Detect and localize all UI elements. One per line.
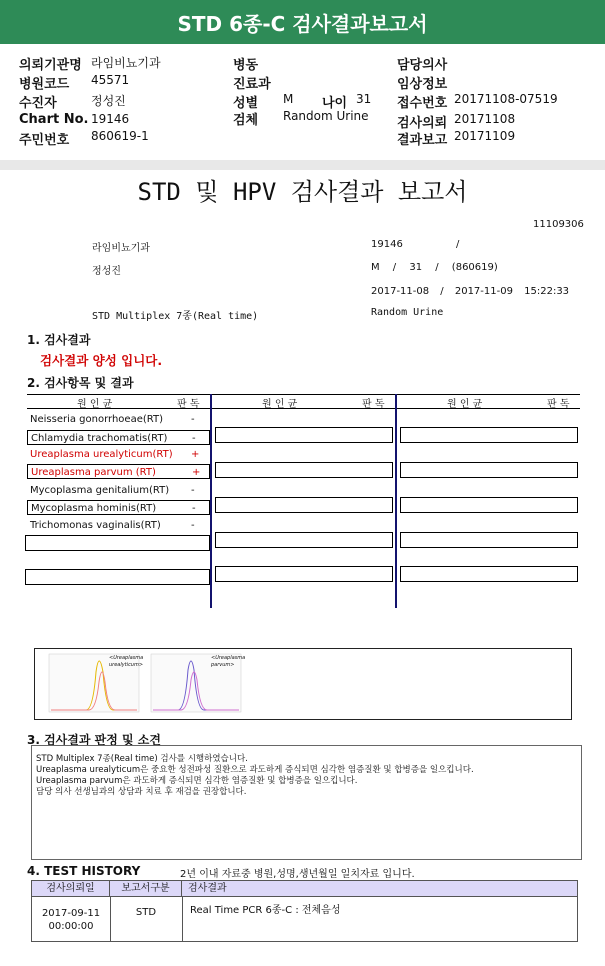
id-label: 주민번호 (19, 133, 70, 148)
request-label: 검사의뢰 (397, 116, 448, 131)
history-table (31, 880, 578, 942)
sex-value: M (283, 92, 294, 106)
col-name-label: 원 인 균 (262, 399, 298, 410)
report-specimen: Random Urine (371, 307, 444, 318)
col-name-label: 원 인 균 (447, 399, 483, 410)
specimen-value: Random Urine (283, 109, 369, 123)
report-dates: 2017-11-08 / 2017-11-09 15:22:33 (371, 286, 570, 297)
history-divider (110, 897, 111, 941)
specimen-label: 검체 (233, 113, 259, 128)
column-header-1 (27, 394, 210, 409)
hospital-code-value: 45571 (91, 73, 130, 87)
header-info (0, 46, 605, 158)
doctor-label: 담당의사 (397, 58, 448, 73)
age-value: 31 (356, 92, 372, 106)
empty-cell (400, 532, 578, 548)
age-label: 나이 (322, 96, 348, 111)
sex-label: 성별 (233, 96, 259, 111)
col-result-label: 판 독 (362, 399, 385, 410)
graph-right-label: <Ureaplasma parvum> (211, 655, 246, 668)
section-1-title: 1. 검사결과 (27, 333, 91, 347)
list-item: Neisseria gonorrhoeae(RT) - (30, 414, 195, 425)
report-title: STD 6종-C 검사결과보고서 (0, 0, 605, 44)
history-date: 2017-09-11 (41, 908, 101, 919)
receipt-value: 20171108-07519 (454, 92, 558, 106)
section-3-title: 3. 검사결과 판정 및 소견 (27, 733, 161, 747)
empty-cell (215, 532, 393, 548)
empty-cell (215, 462, 393, 478)
history-note: 2년 이내 자료중 병원,성명,생년월일 일치자료 입니다. (180, 869, 415, 880)
empty-cell (215, 427, 393, 443)
report-test: STD Multiplex 7종(Real time) (92, 311, 259, 322)
receipt-label: 접수번호 (397, 96, 448, 111)
dept-label: 진료과 (233, 77, 271, 92)
empty-cell (25, 535, 210, 551)
history-header-type: 보고서구분 (110, 881, 182, 897)
conclusion-line: Ureaplasma urealyticum은 중요한 성전파성 질환으로 과도하게 증식되면 심각한 염증질환 및 합병증을 일으킵니다. (36, 765, 474, 775)
report-date-label: 결과보고 (397, 133, 448, 148)
section-4-title: 4. TEST HISTORY (27, 864, 141, 878)
institution-value: 라임비뇨기과 (91, 56, 161, 70)
table-row (32, 907, 110, 933)
conclusion-line: STD Multiplex 7종(Real time) 검사를 시행하였습니다. (36, 754, 248, 764)
conclusion-box (31, 745, 582, 860)
history-divider (182, 897, 183, 941)
empty-cell (215, 497, 393, 513)
header-separator (0, 160, 605, 170)
patient-value: 정성진 (91, 94, 126, 108)
report-chart: 19146 / (371, 239, 460, 250)
patient-label: 수진자 (19, 96, 57, 111)
col-result-label: 판 독 (177, 399, 200, 410)
chart-value: 19146 (91, 112, 130, 126)
empty-cell (400, 462, 578, 478)
report-date-value: 20171109 (454, 129, 516, 143)
report-sex-age: M / 31 / (860619) (371, 262, 498, 273)
column-header-3 (397, 394, 580, 409)
history-time: 00:00:00 (48, 921, 94, 932)
report-institution: 라임비뇨기과 (92, 243, 150, 254)
graph-left-label: <Ureaplasma urealyticum> (109, 655, 144, 668)
ward-label: 병동 (233, 58, 259, 73)
list-item: Trichomonas vaginalis(RT) - (30, 520, 195, 531)
clinical-label: 임상정보 (397, 77, 448, 92)
chart-label: Chart No. (19, 112, 89, 127)
history-header-date: 검사의뢰일 (32, 881, 110, 897)
list-item: Mycoplasma genitalium(RT) - (30, 485, 195, 496)
col-name-label: 원 인 균 (77, 399, 113, 410)
empty-cell (400, 566, 578, 582)
history-result: Real Time PCR 6종-C : 전체음성 (190, 905, 341, 916)
list-item: Ureaplasma parvum (RT) + (27, 464, 210, 479)
column-divider (210, 394, 212, 608)
request-value: 20171108 (454, 112, 516, 126)
report-patient: 정성진 (92, 266, 121, 277)
conclusion-line: 담당 의사 선생님과의 상담과 치료 후 재검을 권장합니다. (36, 787, 247, 797)
empty-cell (400, 497, 578, 513)
section-2-title: 2. 검사항목 및 결과 (27, 376, 134, 390)
column-header-2 (212, 394, 395, 409)
report-subtitle: STD 및 HPV 검사결과 보고서 (137, 178, 468, 206)
empty-cell (215, 566, 393, 582)
history-header-result: 검사결과 (182, 881, 577, 897)
hospital-code-label: 병원코드 (19, 77, 70, 92)
empty-cell (400, 427, 578, 443)
list-item: Mycoplasma hominis(RT) - (27, 500, 210, 515)
pcr-graphs (34, 648, 572, 720)
report-code: 11109306 (533, 219, 584, 230)
list-item: Ureaplasma urealyticum(RT) + (30, 449, 200, 460)
list-item: Chlamydia trachomatis(RT) - (27, 430, 210, 445)
col-result-label: 판 독 (547, 399, 570, 410)
id-value: 860619-1 (91, 129, 149, 143)
empty-cell (25, 569, 210, 585)
column-divider (395, 394, 397, 608)
positive-result: 검사결과 양성 입니다. (40, 353, 163, 368)
institution-label: 의뢰기관명 (19, 58, 82, 73)
conclusion-line: Ureaplasma parvum은 과도하게 증식되면 심각한 염증질환 및 합병증을 일으킵니다. (36, 776, 358, 786)
history-type: STD (135, 907, 157, 918)
